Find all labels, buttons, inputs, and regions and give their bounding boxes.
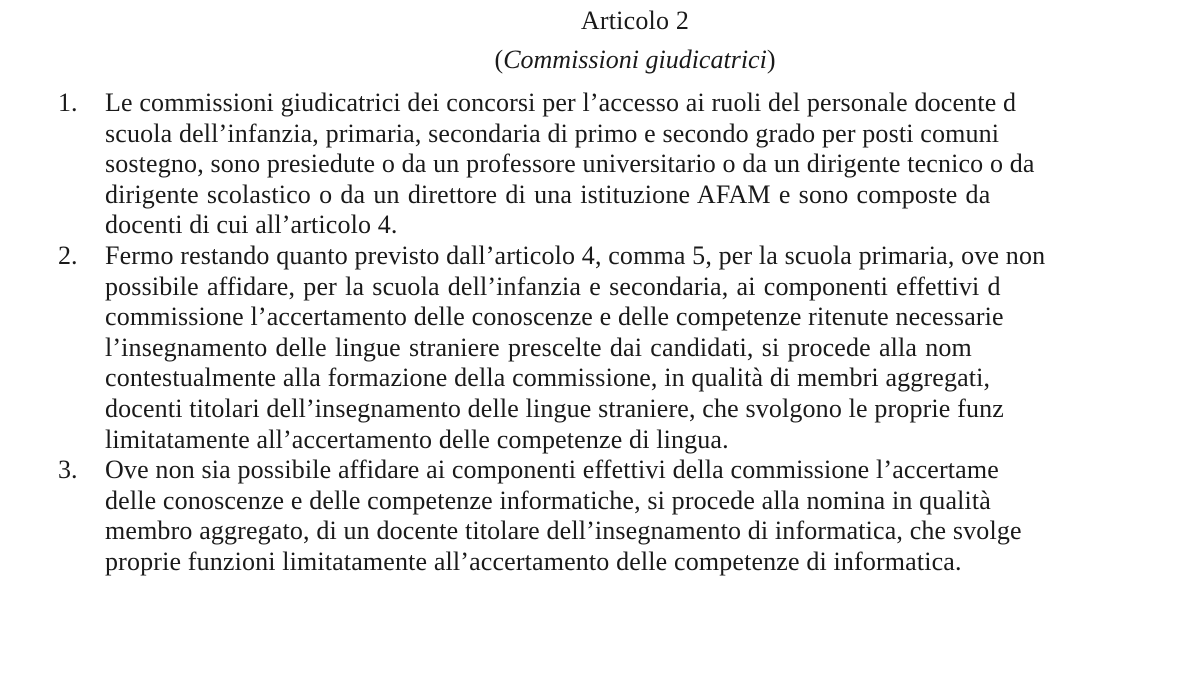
clause-line: commissione l’accertamento delle conoscenze e delle competenze ritenute necessarie	[105, 302, 1004, 332]
clause-number: 2.	[58, 240, 78, 270]
clause-line: scuola dell’infanzia, primaria, secondaria di primo e secondo grado per posti comuni	[105, 118, 1000, 148]
clause-list	[58, 88, 1200, 578]
clause-line: membro aggregato, di un docente titolare dell’insegnamento di informatica, che svolge	[105, 516, 1022, 546]
clause-line: delle conoscenze e delle competenze informatiche, si procede alla nomina in qualità	[105, 485, 991, 515]
clause-line: possibile affidare, per la scuola dell’infanzia e secondaria, ai componenti effettivi d	[105, 271, 1001, 301]
article-subheading	[0, 45, 1200, 75]
clause-line: l’insegnamento delle lingue straniere prescelte dai candidati, si procede alla nom	[105, 332, 972, 362]
subheading-text: Commissioni giudicatrici	[503, 45, 767, 74]
subheading-close-paren: )	[766, 45, 776, 74]
clause-line: docenti titolari dell’insegnamento delle lingue straniere, che svolgono le proprie funz	[105, 393, 1004, 423]
clause-number: 1.	[58, 88, 78, 117]
clause-line: contestualmente alla formazione della commissione, in qualità di membri aggregati,	[105, 363, 991, 393]
subheading-open-paren: (	[494, 45, 504, 74]
clause-3	[58, 455, 1200, 577]
article-heading: Articolo 2	[580, 6, 690, 35]
clause-line: dirigente scolastico o da un direttore di una istituzione AFAM e sono composte da	[105, 179, 991, 209]
clause-number: 3.	[58, 455, 78, 485]
clause-line: Fermo restando quanto previsto dall’articolo 4, comma 5, per la scuola primaria, ove non	[105, 240, 1046, 270]
clause-line: docenti di cui all’articolo 4.	[105, 210, 398, 240]
clause-line: proprie funzioni limitatamente all’accertamento delle competenze di informatica.	[105, 546, 962, 576]
clause-1	[58, 88, 1200, 241]
clause-2	[58, 241, 1200, 455]
clause-line: Ove non sia possibile affidare ai componenti effettivi della commissione l’accertame	[105, 455, 999, 485]
clause-line: Le commissioni giudicatrici dei concorsi per l’accesso ai ruoli del personale docente d	[105, 88, 1017, 117]
clause-line: limitatamente all’accertamento delle competenze di lingua.	[105, 424, 729, 454]
clause-line: sostegno, sono presiedute o da un professore universitario o da un dirigente tecnico o da	[105, 149, 1035, 179]
